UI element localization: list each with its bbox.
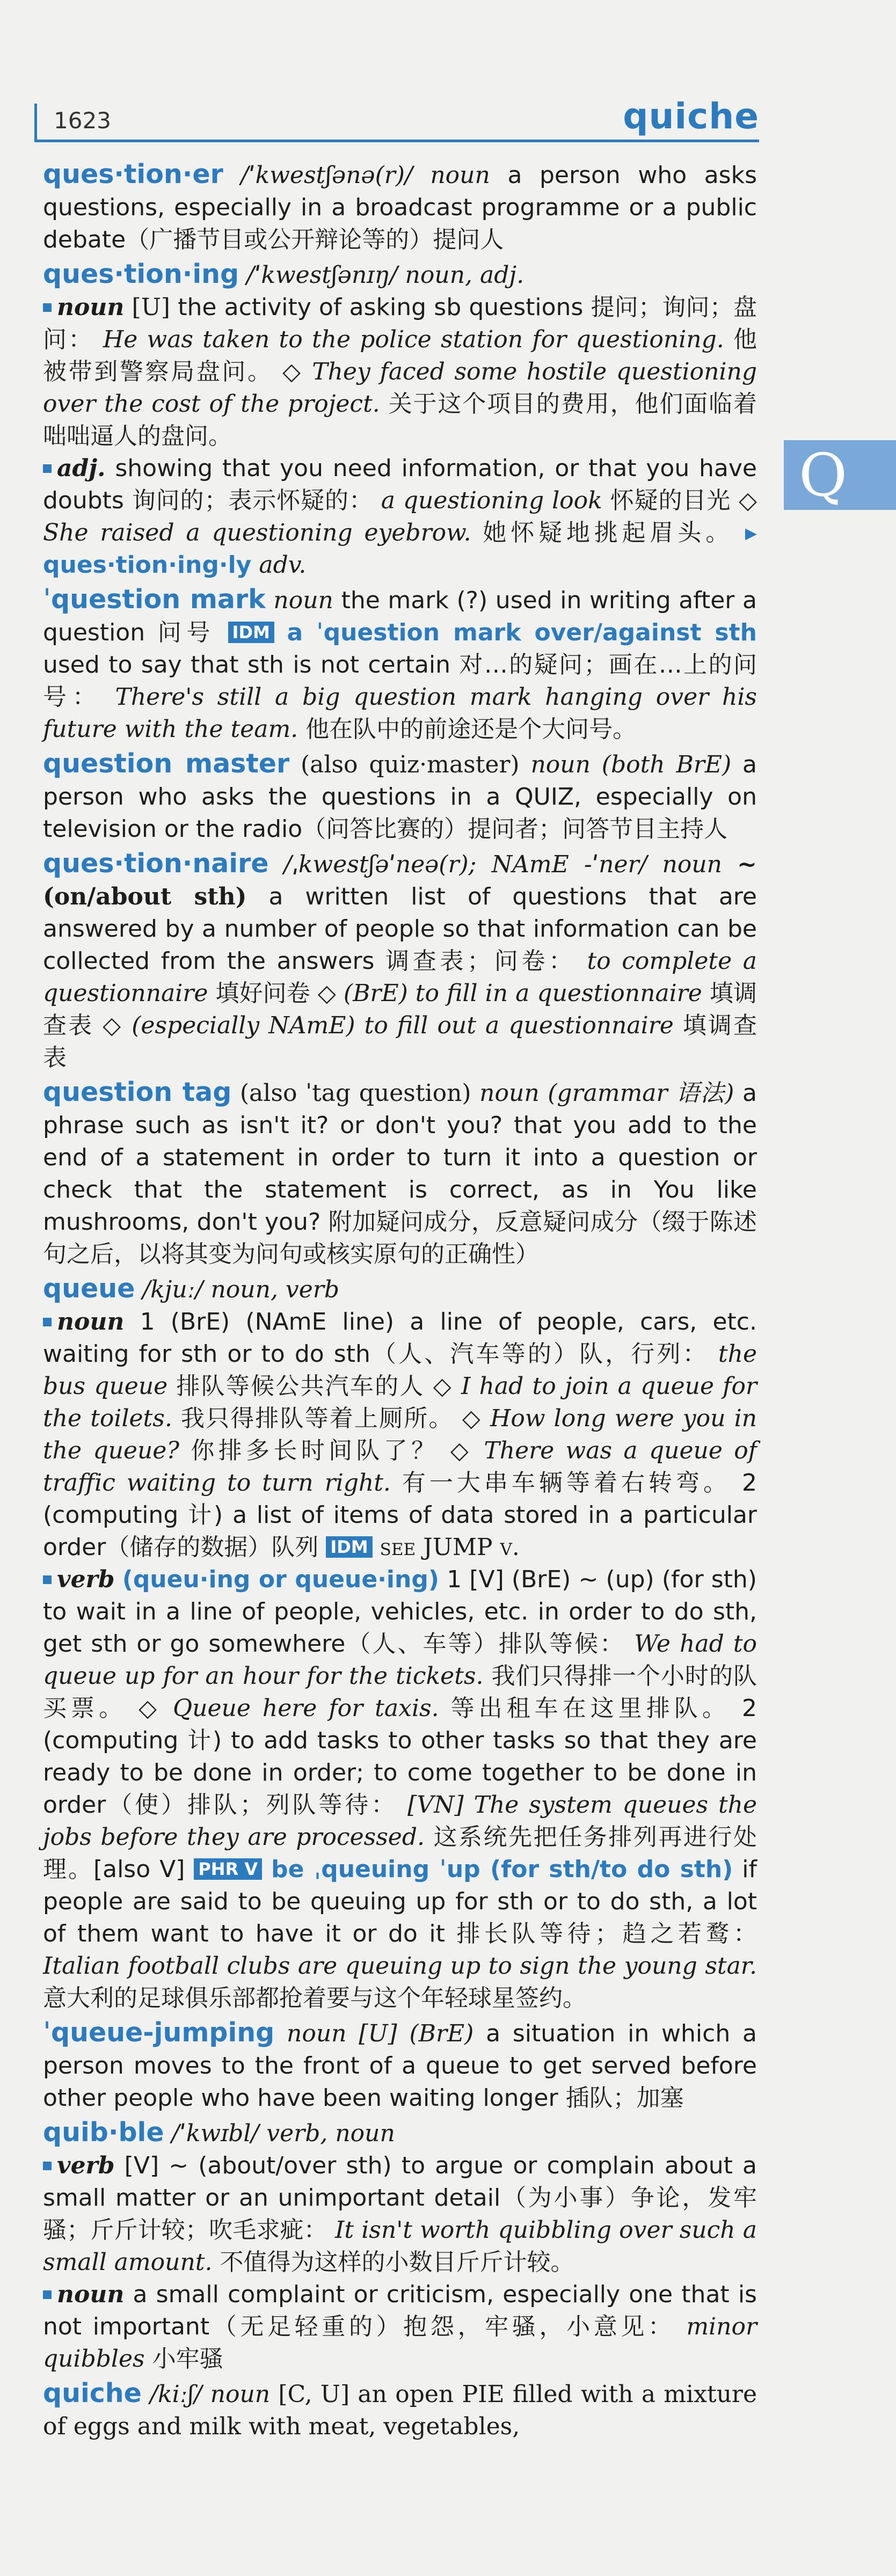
example-translation: 她怀疑地挑起眉头。 [483,519,734,546]
example-translation: 填调查表 [43,1012,757,1071]
entry-quibble [43,2117,757,2375]
thumb-index-tab[interactable] [784,440,896,510]
part-of-speech: noun [479,1079,540,1107]
sense-pos: noun [57,1308,125,1336]
example: It isn't worth quibbling over such a small amount. [43,2216,757,2276]
headword: ˈquestion mark [43,584,266,615]
example-translation: 填调查表 [43,980,757,1039]
part-of-speech: noun, verb [210,1276,340,1303]
sense-pos: noun [57,2281,125,2308]
bullet-icon [43,1318,52,1326]
definition: an open PIE filled with a mixture of eggs and milk with meat, vegetables, [43,2381,757,2440]
derived-word: ▸ ques·tion·ing·ly [43,519,757,579]
example: They faced some hostile questioning over the cost of the project. [43,358,757,418]
example: He was taken to the police station for questioning. [103,326,724,353]
sense-pos: verb [57,1566,115,1593]
variant: (also quiz·master) [301,751,520,778]
example-translation: 我们只得排一个小时的队买票。 [43,1662,757,1722]
definition: the mark (?) used in writing after a question 问号 [43,587,757,646]
sense-pos: noun [57,294,125,321]
entry-queue [43,1273,757,2015]
example-translation: 他在队中的前途还是个大问号。 [305,716,637,743]
example-translation: 他被带到警察局盘问。 [43,326,757,385]
headword: ques·tion·er [43,159,223,189]
example: I had to join a queue for the toilets. [43,1373,757,1432]
register-label: (both BrE) [601,751,732,778]
bullet-icon [43,464,52,473]
bullet-icon [43,1575,52,1584]
example: minor quibbles [43,2313,757,2373]
sense-verb [43,2150,757,2279]
entry-questionnaire: ques·tion·naire /ˌkwestʃəˈneə(r); NAmE -ˈner/ noun ~ (on/about sth) a written list of questions that are answered by a number of people so that information can be collected from the answers 调查表；问卷： to complete a questionnaire 填好问卷 ◇ (BrE) to fill in a questionnaire 填调查表 ◇ (especially NAmE) to fill out a questionnaire 填调查表 [43,848,757,1071]
example: (especially NAmE) to fill out a questionnaire [132,1012,674,1039]
header-tick [34,104,37,142]
example-translation: 有一大串车辆等着右转弯。 [402,1469,731,1497]
example: There was a queue of traffic waiting to turn right. [43,1437,757,1497]
definition: 2 (computing 计) a list of items of data stored in a particular order（储存的数据）队列 [43,1469,757,1561]
example-translation: 关于这个项目的费用，他们面临着咄咄逼人的盘问。 [43,390,757,450]
example: There's still a big question mark hanging over his future with the team. [43,683,757,743]
thumb-index-letter: Q [799,441,848,509]
example: Italian football clubs are queuing up to sign the young star. [43,1952,757,1980]
definition: a person who asks the questions in a QUIZ, especially on television or the radio（问答比赛的）提问者；问答节目主持人 [43,751,757,843]
headword: ˈqueue-jumping [43,2017,275,2048]
example: How long were you in the queue? [43,1405,757,1464]
example-translation: 意大利的足球俱乐部都抢着要与这个年轻球星签约。 [43,1984,586,2012]
entry-question-tag [43,1076,757,1271]
header-rule [34,140,759,142]
bullet-icon [43,303,52,312]
pronunciation: /ˈkwɪbl/ [171,2120,259,2147]
example: [VN] The system queues the jobs before they are processed. [43,1791,757,1851]
part-of-speech: noun [210,2381,271,2408]
headword: quiche [43,2378,142,2409]
sense-verb: verb (queu·ing or queue·ing) 1 [V] (BrE) ~ (up) (for sth) to wait in a line of people, vehicles, etc. in order to do sth, get sth or go somewhere（人、车等）排队等候： We had to queue up for an hour for the tickets. 我们只得排一个小时的队买票。 ◇ Queue here for taxis. 等出租车在这里排队。 2 (computing 计) to add tasks to other tasks so that they are ready to be done in order; to come together to be done in order（使）排队；列队等待： [VN] The system queues the jobs before they are processed. 这系统先把任务排列再进行处理。[also V] PHR V be ˌqueuing ˈup (for sth/to do sth) if people are said to be queuing up for sth or to do sth, a lot of them want to have it or do it 排长队等待；趋之若鹜： Italian football clubs are queuing up to sign the young star. 意大利的足球俱乐部都抢着要与这个年轻球星签约。 [43,1566,757,2012]
example: She raised a questioning eyebrow. [43,519,471,546]
definition: a small complaint or criticism, especially one that is not important（无足轻重的）抱怨，牢骚，小意见： [43,2281,757,2340]
entry-questioning [43,258,757,581]
phrasal-verb: be ˌqueuing ˈup (for sth/to do sth) [271,1856,733,1883]
example-translation: 填好问卷 [215,980,310,1007]
definition: showing that you need information, or that you have doubts 询问的；表示怀疑的： [43,455,757,514]
example: (BrE) to fill in a questionnaire [343,980,702,1007]
headword: question master [43,748,290,779]
sense-pos: verb [57,2152,115,2179]
pronunciation: /ˈkwestʃənə(r)/ [241,162,413,189]
definition: a phrase such as isn't it? or don't you? that you add to the end of a statement in order to turn it into a question or check that the statement is correct, as in You like mushrooms, don't you? 附加疑问成分，反意疑问成分（缀于陈述句之后，以将其变为问句或核实原句的正确性） [43,1079,757,1268]
definition: 1 (BrE) (NAmE line) a line of people, cars, etc. waiting for sth or to do sth（人、汽车等的）队，行列： [43,1308,757,1368]
grammar-code: [C, U] [278,2381,350,2408]
sense-noun: noun [U] the activity of asking sb questions 提问；询问；盘问： He was taken to the police station for questioning. 他被带到警察局盘问。 ◇ They faced some hostile questioning over the cost of the project. 关于这个项目的费用，他们面临着咄咄逼人的盘问。 [43,294,757,450]
example-translation: 怀疑的目光 [610,487,731,514]
page-number: 1623 [54,107,111,134]
part-of-speech: noun [530,751,591,778]
phrasal-verb-definition: if people are said to be queuing up for sth or to do sth, a lot of them want to have it or do it 排长队等待；趋之若鹜： [43,1856,757,1947]
idiom: a ˈquestion mark over/against sth [287,619,757,646]
sense-noun [43,2279,757,2375]
bullet-icon [43,2290,52,2299]
idiom-badge: IDM [228,622,274,643]
example-translation: 你排多长时间队了？ [191,1437,439,1464]
part-of-speech: noun [287,2020,347,2047]
dictionary-entries [43,158,757,2445]
sense-adj: adj. showing that you need information, or that you have doubts 询问的；表示怀疑的： a questioning look 怀疑的目光 ◇ She raised a questioning eyebrow. 她怀疑地挑起眉头。 ▸ ques·tion·ing·ly adv. [43,455,757,579]
example-translation: 这系统先把任务排列再进行处理。[also V] [43,1823,757,1883]
entry-question-master [43,748,757,845]
definition: the activity of asking sb questions 提问；询问；盘问： [43,294,757,353]
definition: a written list of questions that are answered by a number of people so that information can be collected from the answers 调查表；问卷： [43,883,757,975]
example: a questioning look [381,487,602,514]
subject-label: (grammar 语法) [548,1079,734,1107]
pronunciation: /ˈkwestʃənɪŋ/ [246,261,398,289]
idiom-definition: used to say that sth is not certain 对…的疑问；画在…上的问号： [43,651,757,711]
example: We had to queue up for an hour for the tickets. [43,1630,757,1690]
bullet-icon [43,2162,52,2170]
headword: ques·tion·naire [43,848,269,879]
pronunciation: /kiːʃ/ [150,2381,202,2408]
headword: quib·ble [43,2117,164,2148]
idiom-badge: IDM [326,1536,372,1558]
example-translation: 不值得为这样的小数目斤斤计较。 [220,2249,574,2276]
part-of-speech: noun [662,851,722,878]
entry-questioner [43,158,757,256]
page-header [34,86,759,142]
example-translation: 我只得排队等着上厕所。 [180,1405,454,1432]
example-translation: 排队等候公共汽车的人 [176,1373,425,1400]
example: the bus queue [43,1340,757,1400]
example: Queue here for taxis. [173,1695,439,1722]
part-of-speech: verb, noun [266,2120,395,2147]
example-translation: 小牢骚 [152,2345,223,2373]
sense-noun: noun 1 (BrE) (NAmE line) a line of people, cars, etc. waiting for sth or to do sth（人、汽车等的）队，行列： the bus queue 排队等候公共汽车的人 ◇ I had to join a queue for the toilets. 我只得排队等着上厕所。 ◇ How long were you in the queue? 你排多长时间队了？ ◇ There was a queue of traffic waiting to turn right. 有一大串车辆等着右转弯。 2 (computing 计) a list of items of data stored in a particular order（储存的数据）队列 IDM see JUMP v. [43,1308,757,1561]
definition: a person who asks questions, especially in a broadcast programme or a public debate（广播节目或公开辩论等的）提问人 [43,162,757,253]
sense-pos: adj. [57,455,106,482]
entry-question-mark [43,583,757,746]
entry-quiche [43,2377,757,2443]
headword: ques·tion·ing [43,259,239,289]
example-translation: 等出租车在这里排队。 [450,1695,730,1722]
grammar-code: [U] [132,294,170,321]
grammar-pattern: ~ (on/about sth) [43,851,757,910]
part-of-speech: noun [430,162,490,189]
phrasal-verb-badge: PHR V [194,1858,262,1880]
part-of-speech: noun, adj. [405,261,525,289]
cross-reference[interactable]: see JUMP v. [380,1534,520,1561]
pronunciation: /ˌkwestʃəˈneə(r); NAmE -ˈner/ [283,851,647,878]
example: to complete a questionnaire [43,947,757,1007]
headword: queue [43,1273,135,1304]
part-of-speech: noun [273,587,333,614]
pronunciation: /kjuː/ [142,1276,203,1303]
definition: 2 (computing 计) to add tasks to other tasks so that they are ready to be done in order; to come together to be done in order（使）排队；列队等待： [43,1695,757,1819]
definition: 1 [V] (BrE) ~ (up) (for sth) to wait in a line of people, vehicles, etc. in order to do sth, get sth or go somewhere（人、车等）排队等候： [43,1566,757,1658]
grammar-code: [U] (BrE) [359,2020,474,2047]
definition: [V] ~ (about/over sth) to argue or complain about a small matter or an unimportant detail（为小事）争论，发牢骚；斤斤计较；吹毛求疵： [43,2152,757,2244]
variant: (also ˈtag question) [239,1079,471,1107]
definition: a situation in which a person moves to the front of a queue to get served before other people who have been waiting longer 插队；加塞 [43,2020,757,2112]
guide-word: quiche [623,96,759,137]
headword: question tag [43,1077,232,1107]
entry-queue-jumping [43,2017,757,2114]
derived-pos: adv. [259,551,307,579]
verb-forms: (queu·ing or queue·ing) [122,1566,439,1593]
